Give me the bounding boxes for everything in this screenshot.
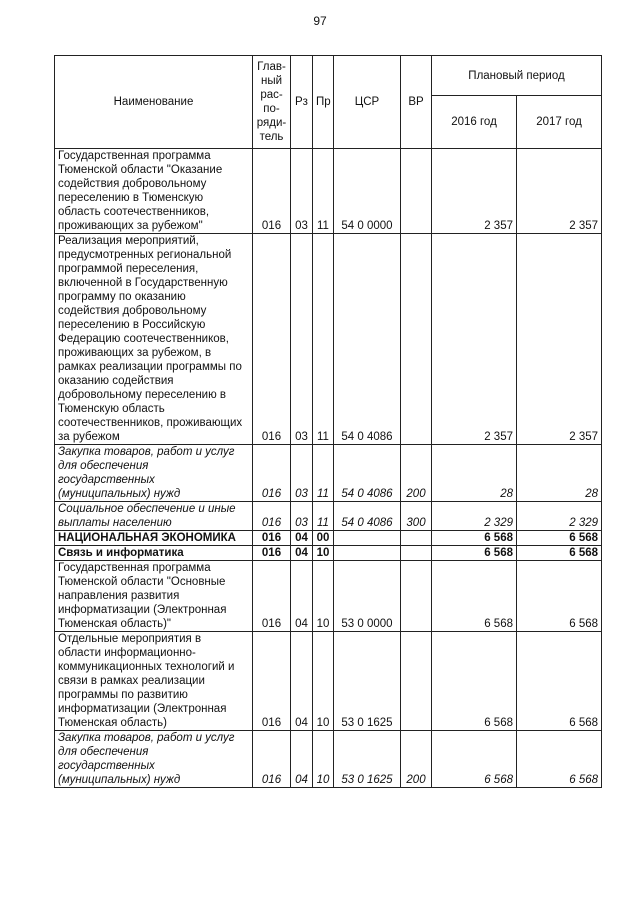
row-pr: 10 bbox=[313, 546, 334, 561]
row-gr: 016 bbox=[253, 731, 291, 788]
row-gr: 016 bbox=[253, 632, 291, 731]
row-csr: 53 0 0000 bbox=[334, 561, 401, 632]
row-vr bbox=[401, 531, 432, 546]
header-vr: ВР bbox=[401, 56, 432, 149]
row-name: Связь и информатика bbox=[55, 546, 253, 561]
header-row-1 bbox=[55, 56, 602, 96]
row-name: Социальное обеспечение и иные выплаты населению bbox=[55, 502, 253, 531]
row-vr: 200 bbox=[401, 445, 432, 502]
header-gr: Глав- ный рас- по- ряди- тель bbox=[253, 56, 291, 149]
row-name: Закупка товаров, работ и услуг для обеспечения государственных (муниципальных) нужд bbox=[55, 445, 253, 502]
row-rz: 04 bbox=[291, 531, 313, 546]
row-value-2017: 6 568 bbox=[517, 731, 602, 788]
row-value-2016: 2 357 bbox=[432, 149, 517, 234]
table-row bbox=[55, 561, 602, 632]
header-planned-period: Плановый период bbox=[432, 56, 602, 96]
row-name: Государственная программа Тюменской области "Основные направления развития информатизации (Электронная Тюменская область)" bbox=[55, 561, 253, 632]
header-rz: Рз bbox=[291, 56, 313, 149]
row-pr: 10 bbox=[313, 731, 334, 788]
row-value-2016: 2 357 bbox=[432, 234, 517, 445]
row-pr: 11 bbox=[313, 149, 334, 234]
row-gr: 016 bbox=[253, 445, 291, 502]
table-row bbox=[55, 445, 602, 502]
budget-table bbox=[54, 55, 602, 788]
row-csr bbox=[334, 531, 401, 546]
row-gr: 016 bbox=[253, 234, 291, 445]
row-name: Реализация мероприятий, предусмотренных региональной программой переселения, включенной в Государственную программу по оказанию содействия добровольному переселению в Российскую Федерацию соотечественников, проживающих за рубежом, в рамках реализации программы по оказанию содействия добровольному переселению в Тюменскую область соотечественников, проживающих за рубежом bbox=[55, 234, 253, 445]
row-csr: 54 0 4086 bbox=[334, 234, 401, 445]
row-value-2017: 6 568 bbox=[517, 561, 602, 632]
row-name: Закупка товаров, работ и услуг для обеспечения государственных (муниципальных) нужд bbox=[55, 731, 253, 788]
table-row bbox=[55, 531, 602, 546]
row-vr: 300 bbox=[401, 502, 432, 531]
table-row bbox=[55, 546, 602, 561]
row-csr: 54 0 0000 bbox=[334, 149, 401, 234]
row-pr: 10 bbox=[313, 561, 334, 632]
row-value-2017: 2 357 bbox=[517, 149, 602, 234]
row-vr bbox=[401, 149, 432, 234]
table-row bbox=[55, 502, 602, 531]
row-pr: 11 bbox=[313, 234, 334, 445]
row-vr: 200 bbox=[401, 731, 432, 788]
row-value-2016: 6 568 bbox=[432, 546, 517, 561]
row-value-2016: 6 568 bbox=[432, 561, 517, 632]
row-value-2017: 2 357 bbox=[517, 234, 602, 445]
header-year-2016: 2016 год bbox=[432, 96, 517, 149]
page-number: 97 bbox=[313, 14, 327, 28]
row-gr: 016 bbox=[253, 149, 291, 234]
table-body bbox=[55, 149, 602, 788]
header-pr: Пр bbox=[313, 56, 334, 149]
row-rz: 04 bbox=[291, 731, 313, 788]
row-pr: 11 bbox=[313, 445, 334, 502]
row-name: Государственная программа Тюменской области "Оказание содействия добровольному переселению в Тюменскую область соотечественников, проживающих за рубежом" bbox=[55, 149, 253, 234]
row-value-2016: 6 568 bbox=[432, 731, 517, 788]
row-gr: 016 bbox=[253, 502, 291, 531]
row-value-2017: 6 568 bbox=[517, 632, 602, 731]
row-value-2017: 6 568 bbox=[517, 546, 602, 561]
row-value-2016: 2 329 bbox=[432, 502, 517, 531]
header-year-2017: 2017 год bbox=[517, 96, 602, 149]
row-pr: 10 bbox=[313, 632, 334, 731]
row-pr: 11 bbox=[313, 502, 334, 531]
row-csr: 53 0 1625 bbox=[334, 632, 401, 731]
row-rz: 03 bbox=[291, 234, 313, 445]
row-pr: 00 bbox=[313, 531, 334, 546]
row-value-2017: 6 568 bbox=[517, 531, 602, 546]
row-vr bbox=[401, 632, 432, 731]
row-value-2017: 28 bbox=[517, 445, 602, 502]
row-name: Отдельные мероприятия в области информационно- коммуникационных технологий и связи в рамках реализации программы по развитию информатизации (Электронная Тюменская область) bbox=[55, 632, 253, 731]
table-row bbox=[55, 234, 602, 445]
table-row bbox=[55, 149, 602, 234]
row-csr: 53 0 1625 bbox=[334, 731, 401, 788]
row-gr: 016 bbox=[253, 546, 291, 561]
header-name: Наименование bbox=[55, 56, 253, 149]
row-name: НАЦИОНАЛЬНАЯ ЭКОНОМИКА bbox=[55, 531, 253, 546]
row-rz: 03 bbox=[291, 502, 313, 531]
row-gr: 016 bbox=[253, 531, 291, 546]
row-value-2016: 6 568 bbox=[432, 632, 517, 731]
row-value-2016: 6 568 bbox=[432, 531, 517, 546]
row-csr: 54 0 4086 bbox=[334, 445, 401, 502]
row-value-2017: 2 329 bbox=[517, 502, 602, 531]
row-rz: 04 bbox=[291, 561, 313, 632]
row-vr bbox=[401, 234, 432, 445]
row-vr bbox=[401, 561, 432, 632]
row-csr bbox=[334, 546, 401, 561]
row-rz: 03 bbox=[291, 445, 313, 502]
table-row bbox=[55, 632, 602, 731]
row-rz: 04 bbox=[291, 632, 313, 731]
row-rz: 04 bbox=[291, 546, 313, 561]
row-gr: 016 bbox=[253, 561, 291, 632]
row-vr bbox=[401, 546, 432, 561]
row-rz: 03 bbox=[291, 149, 313, 234]
row-csr: 54 0 4086 bbox=[334, 502, 401, 531]
table-row bbox=[55, 731, 602, 788]
header-csr: ЦСР bbox=[334, 56, 401, 149]
row-value-2016: 28 bbox=[432, 445, 517, 502]
